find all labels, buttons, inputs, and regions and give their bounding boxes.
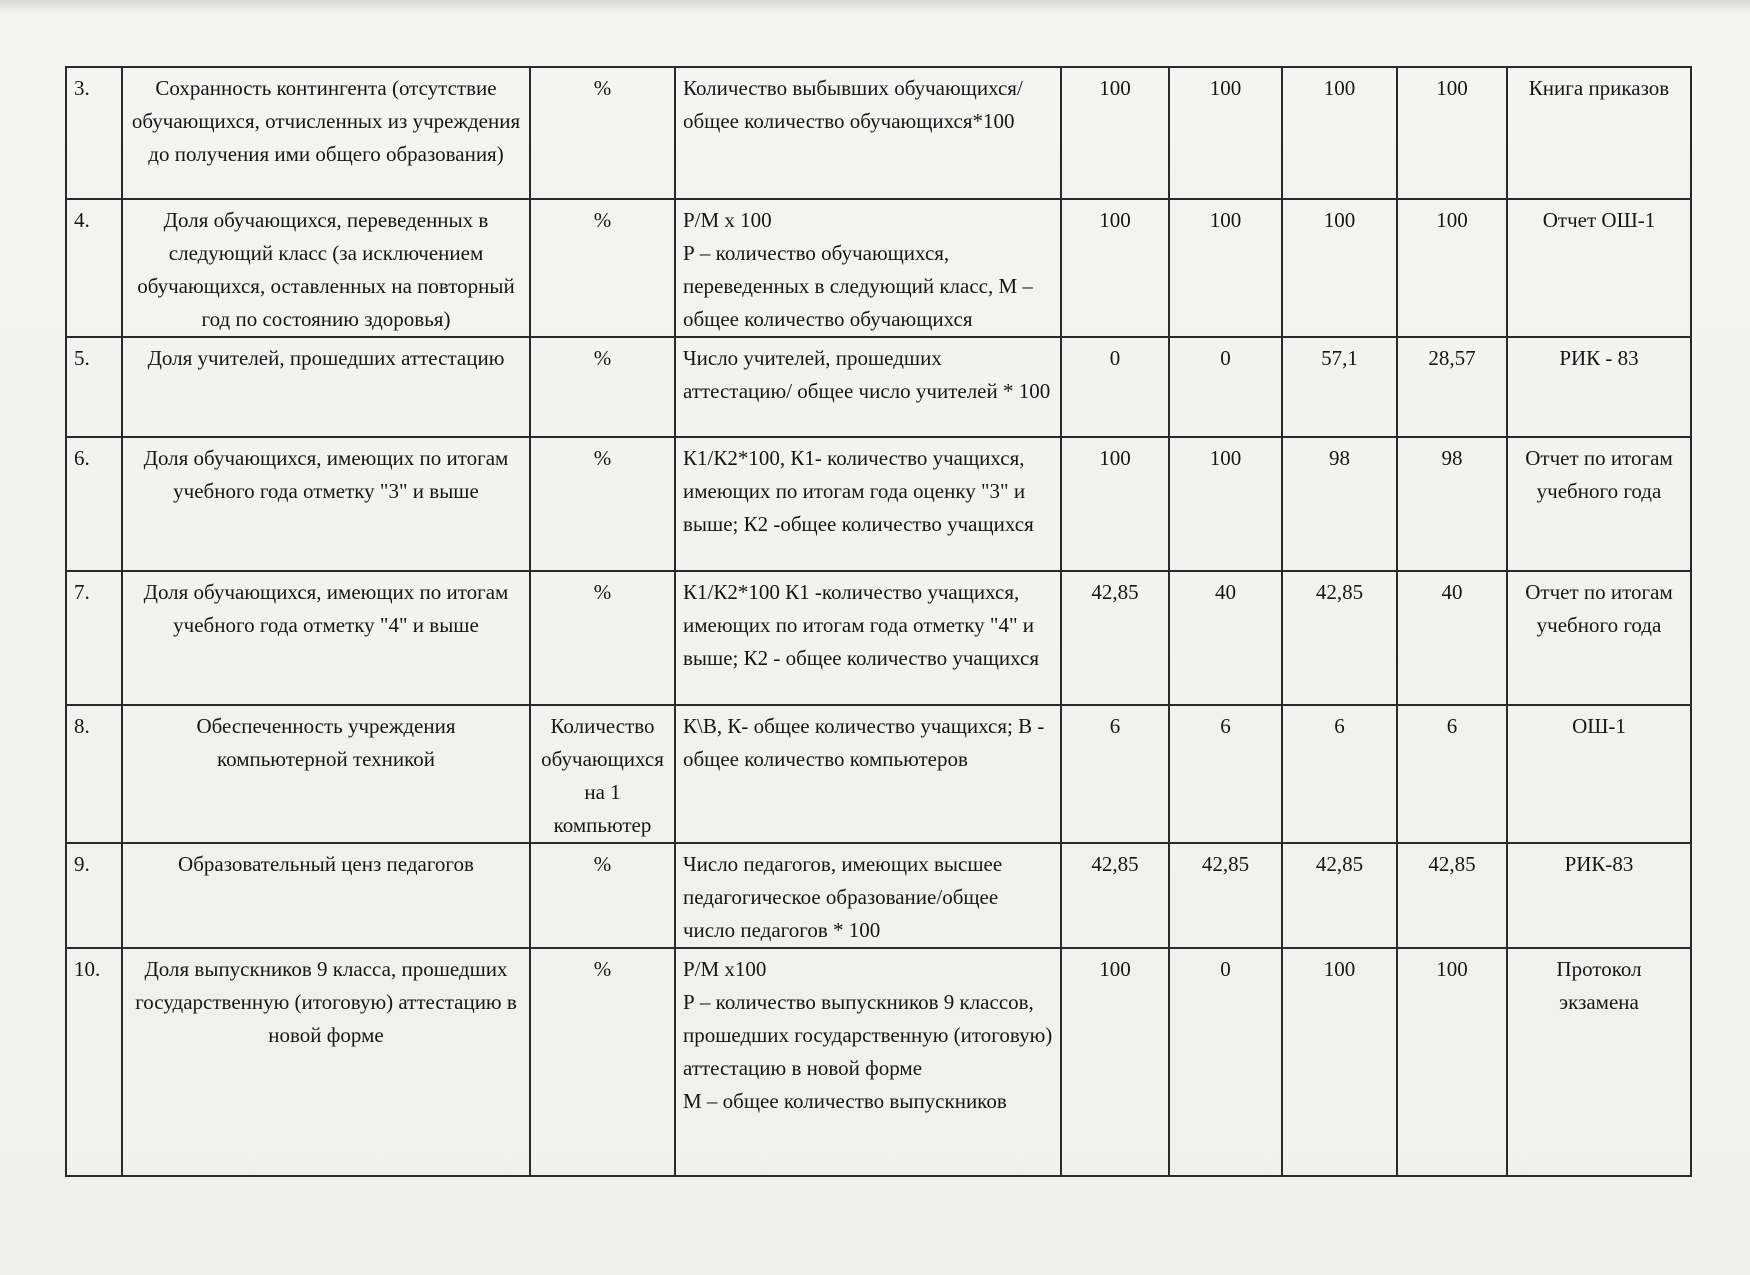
value-year-2: 100 (1169, 67, 1282, 199)
value-year-1: 100 (1061, 199, 1169, 337)
page-edge-shadow (0, 0, 1750, 14)
table-row (66, 199, 1691, 337)
indicator-name: Доля обучающихся, имеющих по итогам учебного года отметку "4" и выше (122, 571, 530, 705)
value-year-4: 6 (1397, 705, 1507, 843)
value-year-4: 100 (1397, 948, 1507, 1176)
source-cell: Книга приказов (1507, 67, 1691, 199)
value-year-3: 57,1 (1282, 337, 1397, 437)
row-number: 4. (66, 199, 122, 337)
row-number: 8. (66, 705, 122, 843)
formula-cell: Количество выбывших обучающихся/общее количество обучающихся*100 (675, 67, 1061, 199)
value-year-3: 42,85 (1282, 843, 1397, 948)
source-cell: РИК - 83 (1507, 337, 1691, 437)
indicator-name: Доля выпускников 9 класса, прошедших государственную (итоговую) аттестацию в новой форме (122, 948, 530, 1176)
source-cell: Протокол экзамена (1507, 948, 1691, 1176)
value-year-4: 28,57 (1397, 337, 1507, 437)
unit-cell: % (530, 843, 675, 948)
value-year-3: 100 (1282, 199, 1397, 337)
unit-cell: % (530, 67, 675, 199)
value-year-3: 42,85 (1282, 571, 1397, 705)
value-year-4: 100 (1397, 67, 1507, 199)
value-year-4: 100 (1397, 199, 1507, 337)
indicator-name: Сохранность контингента (отсутствие обучающихся, отчисленных из учреждения до получения ими общего образования) (122, 67, 530, 199)
value-year-1: 42,85 (1061, 571, 1169, 705)
table-row (66, 437, 1691, 571)
value-year-2: 100 (1169, 199, 1282, 337)
source-cell: ОШ-1 (1507, 705, 1691, 843)
value-year-3: 100 (1282, 948, 1397, 1176)
value-year-2: 6 (1169, 705, 1282, 843)
value-year-1: 42,85 (1061, 843, 1169, 948)
value-year-1: 0 (1061, 337, 1169, 437)
indicator-name: Обеспеченность учреждения компьютерной техникой (122, 705, 530, 843)
formula-cell: Число педагогов, имеющих высшее педагогическое образование/общее число педагогов * 100 (675, 843, 1061, 948)
unit-cell: % (530, 948, 675, 1176)
value-year-2: 100 (1169, 437, 1282, 571)
table-row (66, 705, 1691, 843)
table-row (66, 843, 1691, 948)
value-year-2: 40 (1169, 571, 1282, 705)
value-year-2: 0 (1169, 337, 1282, 437)
value-year-3: 100 (1282, 67, 1397, 199)
formula-cell: К\В, К- общее количество учащихся; В - общее количество компьютеров (675, 705, 1061, 843)
value-year-3: 6 (1282, 705, 1397, 843)
table-row (66, 948, 1691, 1176)
indicator-name: Доля учителей, прошедших аттестацию (122, 337, 530, 437)
source-cell: РИК-83 (1507, 843, 1691, 948)
table-row (66, 67, 1691, 199)
value-year-4: 98 (1397, 437, 1507, 571)
row-number: 6. (66, 437, 122, 571)
formula-cell: Р/М х 100 Р – количество обучающихся, переведенных в следующий класс, М – общее количество обучающихся (675, 199, 1061, 337)
indicators-table (65, 66, 1692, 1177)
formula-cell: Р/М х100 Р – количество выпускников 9 классов, прошедших государственную (итоговую) аттестацию в новой форме М – общее количество выпускников (675, 948, 1061, 1176)
unit-cell: % (530, 337, 675, 437)
table-row (66, 571, 1691, 705)
value-year-3: 98 (1282, 437, 1397, 571)
unit-cell: % (530, 571, 675, 705)
value-year-1: 100 (1061, 67, 1169, 199)
indicator-name: Доля обучающихся, имеющих по итогам учебного года отметку "3" и выше (122, 437, 530, 571)
unit-cell: Количество обучающихся на 1 компьютер (530, 705, 675, 843)
formula-cell: К1/К2*100 К1 -количество учащихся, имеющих по итогам года отметку "4" и выше; К2 - общее количество учащихся (675, 571, 1061, 705)
value-year-1: 6 (1061, 705, 1169, 843)
table-row (66, 337, 1691, 437)
value-year-1: 100 (1061, 948, 1169, 1176)
row-number: 9. (66, 843, 122, 948)
value-year-1: 100 (1061, 437, 1169, 571)
value-year-4: 40 (1397, 571, 1507, 705)
unit-cell: % (530, 437, 675, 571)
row-number: 5. (66, 337, 122, 437)
indicator-name: Доля обучающихся, переведенных в следующий класс (за исключением обучающихся, оставленных на повторный год по состоянию здоровья) (122, 199, 530, 337)
row-number: 10. (66, 948, 122, 1176)
row-number: 7. (66, 571, 122, 705)
formula-cell: К1/К2*100, К1- количество учащихся, имеющих по итогам года оценку "3" и выше; К2 -общее количество учащихся (675, 437, 1061, 571)
value-year-2: 42,85 (1169, 843, 1282, 948)
formula-cell: Число учителей, прошедших аттестацию/ общее число учителей * 100 (675, 337, 1061, 437)
source-cell: Отчет ОШ-1 (1507, 199, 1691, 337)
value-year-4: 42,85 (1397, 843, 1507, 948)
unit-cell: % (530, 199, 675, 337)
source-cell: Отчет по итогам учебного года (1507, 437, 1691, 571)
value-year-2: 0 (1169, 948, 1282, 1176)
row-number: 3. (66, 67, 122, 199)
indicator-name: Образовательный ценз педагогов (122, 843, 530, 948)
source-cell: Отчет по итогам учебного года (1507, 571, 1691, 705)
